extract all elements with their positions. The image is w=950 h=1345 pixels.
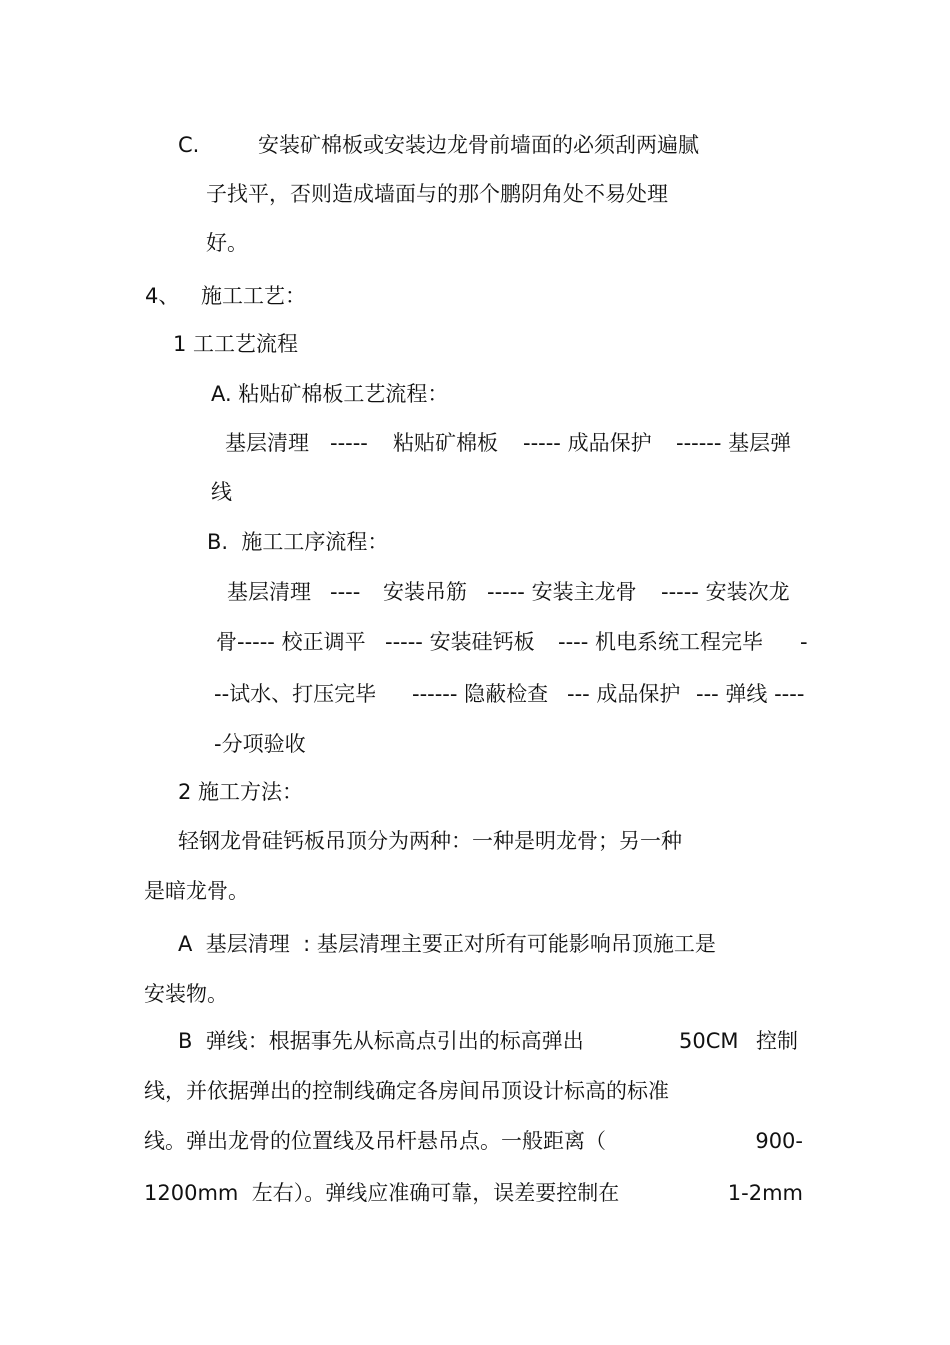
paragraph-types-line1: 轻钢龙骨硅钙板吊顶分为两种：一种是明龙骨；另一种 [178, 829, 682, 853]
paragraph-b-line4: 1200mm 左右）。弹线应准确可靠，误差要控制在 [144, 1181, 620, 1205]
paragraph-a-line1: A 基层清理 : 基层清理主要正对所有可能影响吊顶施工是 [178, 932, 716, 956]
section-4-title: 施工工艺： [201, 284, 306, 308]
flow-a-dash-1: ----- [330, 431, 368, 455]
flow-b-l2-step2: ----- 安装硅钙板 [385, 630, 535, 654]
item-c-text-line2: 子找平，否则造成墙面与的那个鹏阴角处不易处理 [206, 182, 668, 206]
section-4-number: 4、 [145, 284, 180, 308]
paragraph-b-line4-value: 1-2mm [727, 1181, 803, 1205]
flow-b-l3-step1: --试水、打压完毕 [214, 682, 377, 706]
flow-a-step-3: ----- 成品保护 [523, 431, 652, 455]
flow-b-line4: -分项验收 [214, 732, 306, 756]
flow-b-l2-step1: 骨----- 校正调平 [216, 630, 366, 654]
paragraph-b-line1-value: 50CM [679, 1029, 739, 1053]
flow-a-step-4: ------ 基层弹 [676, 431, 792, 455]
flow-a-line2: 线 [211, 480, 232, 504]
flow-b-l1-step4: ----- 安装次龙 [661, 580, 790, 604]
flow-a-step-2: 粘贴矿棉板 [393, 431, 498, 455]
subsection-1-title: 1 工工艺流程 [173, 332, 299, 356]
flow-b-l3-step3: --- 成品保护 [567, 682, 681, 706]
paragraph-b-line2: 线，并依据弹出的控制线确定各房间吊顶设计标高的标准 [144, 1079, 669, 1103]
paragraph-b-line1: B 弹线：根据事先从标高点引出的标高弹出 [178, 1029, 584, 1053]
paragraph-types-line2: 是暗龙骨。 [144, 879, 249, 903]
item-c-text-line3: 好。 [206, 231, 248, 255]
paragraph-b-line3: 线。弹出龙骨的位置线及吊杆悬吊点。一般距离（ [144, 1129, 606, 1153]
flow-b-l3-step2: ------ 隐蔽检查 [412, 682, 549, 706]
item-c-text-line1: 安装矿棉板或安装边龙骨前墙面的必须刮两遍腻 [258, 133, 699, 157]
paragraph-b-line1-end: 控制 [756, 1029, 798, 1053]
flow-a-title: A. 粘贴矿棉板工艺流程： [211, 382, 449, 406]
paragraph-a-line2: 安装物。 [144, 982, 228, 1006]
flow-b-l1-step3: ----- 安装主龙骨 [487, 580, 637, 604]
flow-b-l1-step1: 基层清理 [227, 580, 311, 604]
flow-a-step-1: 基层清理 [225, 431, 309, 455]
flow-b-l3-step4: --- 弹线 ---- [696, 682, 805, 706]
flow-b-l1-dash: ---- [330, 580, 361, 604]
paragraph-b-line3-value: 900- [755, 1129, 803, 1153]
item-c-marker: C. [178, 133, 200, 157]
flow-b-l2-step3: ---- 机电系统工程完毕 [558, 630, 763, 654]
subsection-2-title: 2 施工方法： [178, 780, 304, 804]
flow-b-l2-dash: - [800, 630, 808, 654]
flow-b-title: B. 施工工序流程： [207, 530, 389, 554]
flow-b-l1-step2: 安装吊筋 [383, 580, 467, 604]
